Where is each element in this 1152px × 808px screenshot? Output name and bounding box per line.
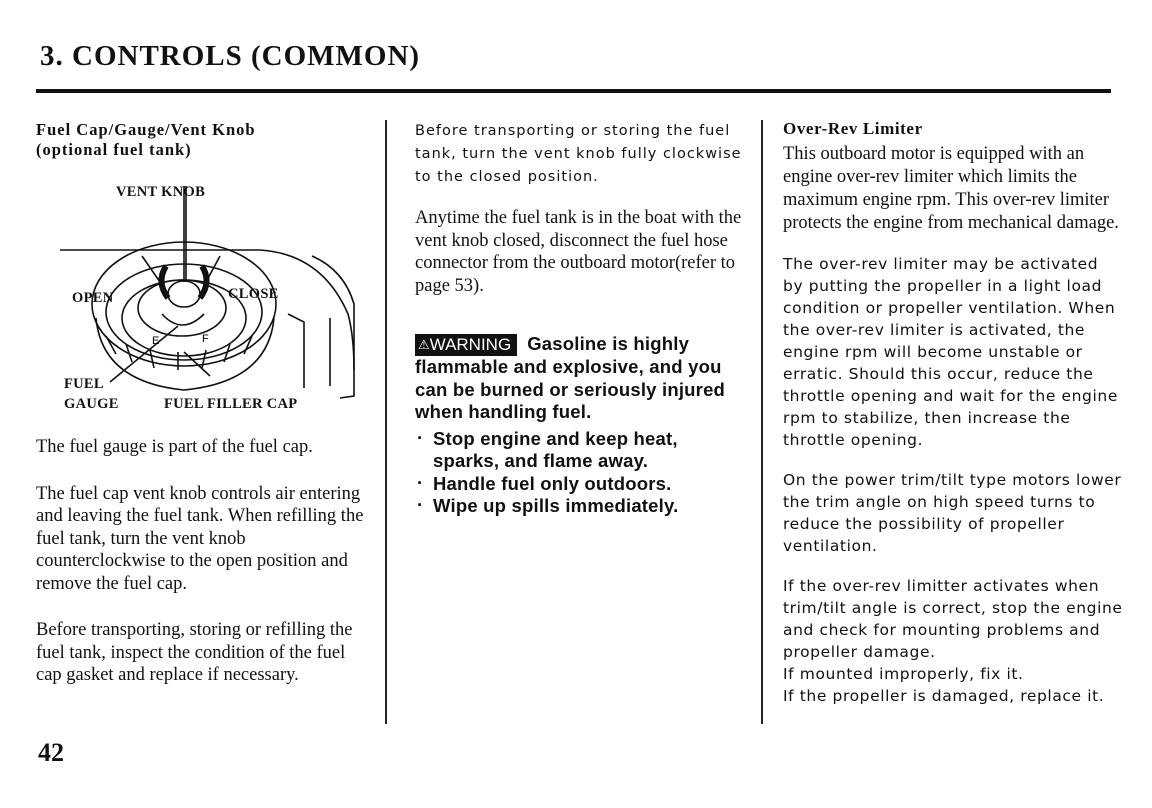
warning-text: Gasoline is highly flammable and explosive, and you can be burned or seriously injured when handling fuel. [415, 333, 726, 422]
warning-triangle-icon: ⚠ [418, 337, 430, 352]
fuel-filler-cap-label: FUEL FILLER CAP [164, 396, 298, 412]
column-divider-right [761, 120, 763, 724]
transport-paragraph: Before transporting or storing the fuel tank, turn the vent knob fully clockwise to the closed position. [415, 123, 742, 185]
vent-knob-label: VENT KNOB [116, 184, 206, 200]
mounting-fix-line: If mounted improperly, fix it. [783, 665, 1024, 683]
fuel-cap-heading-line2: (optional fuel tank) [36, 140, 192, 159]
disconnect-paragraph: Anytime the fuel tank is in the boat with the vent knob closed, disconnect the fuel hose connector from the outboard motor(refer to page 53). [415, 208, 742, 296]
warning-badge [415, 334, 517, 356]
fuel-cap-heading-line1: Fuel Cap/Gauge/Vent Knob [36, 120, 256, 139]
dial-e-label: E [152, 335, 160, 347]
over-rev-activation-paragraph: The over-rev limiter may be activated by putting the propeller in a light load condition or propeller ventilation. When the over-rev limiter is activated, the engine rpm will become unstable or erratic. Should this occur, reduce the throttle opening and wait for the engine rpm to stabilize, then increase the throttle opening. [783, 255, 1118, 449]
list-item: · Wipe up spills immediately. [415, 495, 745, 518]
section-title: 3. CONTROLS (COMMON) [40, 40, 421, 72]
page-number: 42 [38, 738, 64, 767]
column-fuel-cap [36, 120, 371, 687]
vent-knob-paragraph: The fuel cap vent knob controls air entering and leaving the fuel tank. When refilling the fuel tank, turn the vent knob counterclockwise to the open position and remove the fuel cap. [36, 483, 364, 594]
warning-badge-label: WARNING [429, 335, 512, 354]
close-label: CLOSE [228, 286, 279, 302]
limiter-check-paragraph: If the over-rev limitter activates when trim/tilt angle is correct, stop the engine and check for mounting problems and propeller damage. [783, 577, 1123, 661]
column-transport [415, 120, 745, 518]
open-label: OPEN [72, 290, 114, 306]
fuel-label: FUEL [64, 376, 104, 392]
over-rev-heading: Over-Rev Limiter [783, 119, 923, 138]
warning-bullet-list [415, 428, 745, 518]
list-item: · Handle fuel only outdoors. [415, 473, 745, 496]
gasket-paragraph: Before transporting, storing or refilling the fuel tank, inspect the condition of the fuel cap gasket and replace if necessary. [36, 620, 353, 685]
gasoline-warning [415, 333, 745, 518]
dial-f-label: F [202, 333, 209, 345]
fuel-cap-heading [36, 120, 371, 160]
fuel-cap-illustration [60, 186, 390, 414]
over-rev-intro-paragraph: This outboard motor is equipped with an engine over-rev limiter which limits the maximum engine rpm. This over-rev limiter protects the engine from mechanical damage. [783, 144, 1119, 233]
column-over-rev-limiter [783, 119, 1123, 707]
trim-tilt-paragraph: On the power trim/tilt type motors lower the trim angle on high speed turns to reduce the possibility of propeller ventilation. [783, 471, 1122, 555]
fuel-gauge-paragraph: The fuel gauge is part of the fuel cap. [36, 437, 313, 457]
list-item: · Stop engine and keep heat, sparks, and flame away. [415, 428, 745, 473]
gauge-label: GAUGE [64, 396, 119, 412]
propeller-replace-line: If the propeller is damaged, replace it. [783, 687, 1105, 705]
title-rule [36, 89, 1111, 93]
